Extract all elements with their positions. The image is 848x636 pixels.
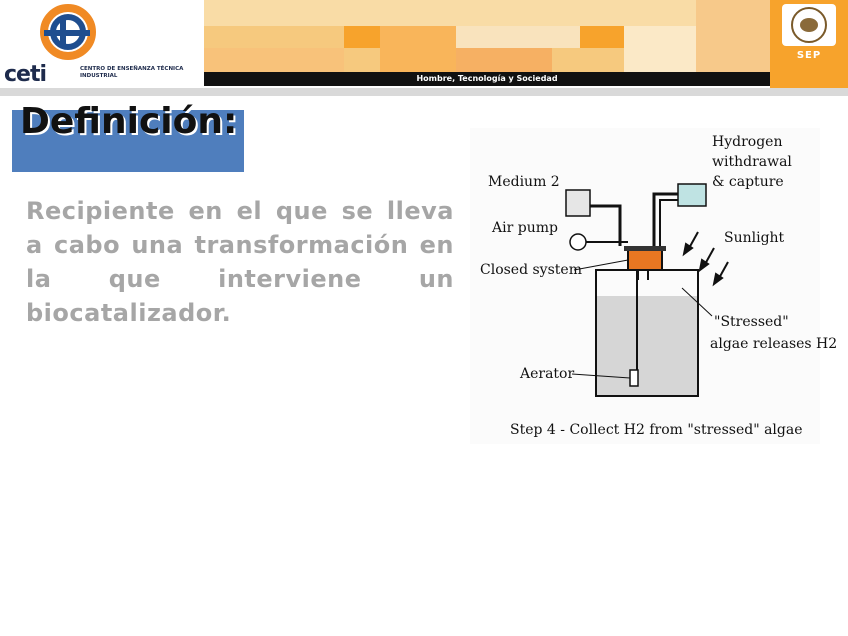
closed-cap	[628, 250, 662, 270]
logo-subtitle: CENTRO DE ENSEÑANZA TÉCNICA INDUSTRIAL	[80, 66, 184, 79]
label-sunlight: Sunlight	[724, 230, 785, 246]
medium-container	[566, 190, 590, 216]
diagram-caption: Step 4 - Collect H2 from "stressed" algae	[510, 422, 803, 438]
label-aerator: Aerator	[520, 366, 575, 382]
label-stressed-1: "Stressed"	[714, 314, 789, 330]
seal-icon	[782, 4, 836, 46]
photobioreactor-diagram	[470, 128, 838, 444]
logo-name: ceti	[4, 62, 47, 87]
sep-logo	[770, 0, 848, 88]
label-closed-system: Closed system	[480, 262, 582, 278]
label-hydrogen-3: & capture	[712, 174, 784, 190]
sunlight-arrows	[684, 232, 728, 284]
definition-text: Recipiente en el que se lleva a cabo una transformación en la que interviene un biocatalizador.	[26, 197, 454, 327]
h2-collector	[678, 184, 706, 206]
label-medium: Medium 2	[488, 174, 560, 190]
header-divider	[0, 88, 848, 96]
aerator	[630, 370, 638, 386]
algae-tank	[596, 296, 698, 396]
label-hydrogen-1: Hydrogen	[712, 134, 783, 150]
motto-text: Hombre, Tecnología y Sociedad	[416, 74, 558, 83]
slide-title: Definición:	[20, 101, 238, 142]
label-hydrogen-2: withdrawal	[712, 154, 792, 170]
header-color-band	[204, 0, 770, 72]
label-air-pump: Air pump	[492, 220, 558, 236]
motto-bar	[204, 72, 770, 86]
header-banner	[0, 0, 848, 96]
air-pump	[570, 234, 586, 250]
sep-label: SEP	[796, 50, 822, 61]
ceti-logo	[0, 0, 204, 88]
ceti-emblem-icon	[0, 0, 204, 62]
label-stressed-2: algae releases H2	[710, 336, 838, 352]
